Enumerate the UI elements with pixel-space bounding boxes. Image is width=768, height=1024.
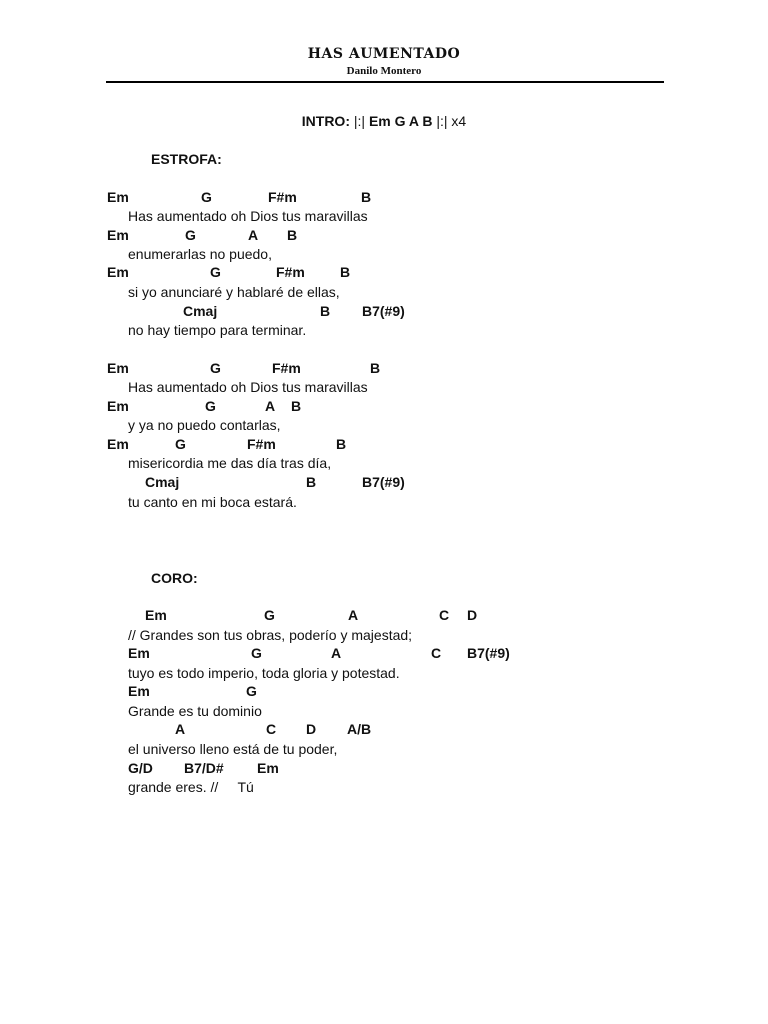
- intro-chords: Em G A B: [368, 113, 433, 129]
- lyric-line: Grande es tu dominio: [128, 703, 262, 719]
- chord: Cmaj: [183, 303, 218, 319]
- chord: F#m: [276, 264, 305, 280]
- lyric-line: no hay tiempo para terminar.: [128, 322, 307, 338]
- chord: F#m: [272, 360, 301, 376]
- chord: B7(#9): [467, 645, 510, 661]
- lyric-line: Has aumentado oh Dios tus maravillas: [128, 379, 368, 395]
- lyric-line: si yo anunciaré y hablaré de ellas,: [128, 284, 340, 300]
- lyric-line: Has aumentado oh Dios tus maravillas: [128, 208, 368, 224]
- chord: C: [266, 721, 277, 737]
- lyric-line: y ya no puedo contarlas,: [128, 417, 281, 433]
- chord: G: [210, 360, 221, 376]
- chord: B7/D#: [184, 760, 224, 776]
- lyric-line: grande eres. // Tú: [128, 779, 254, 795]
- chord: Em: [145, 607, 167, 623]
- chord: Em: [257, 760, 279, 776]
- intro-times: x4: [451, 113, 467, 129]
- chord: B: [340, 264, 351, 280]
- chord: G/D: [128, 760, 153, 776]
- chord: B: [291, 398, 302, 414]
- lyric-line: el universo lleno está de tu poder,: [128, 741, 338, 757]
- chord: B: [361, 189, 372, 205]
- chord: Em: [107, 264, 129, 280]
- lyric-line: // Grandes son tus obras, poderío y majestad;: [128, 627, 413, 643]
- chord: F#m: [268, 189, 297, 205]
- chord: A/B: [347, 721, 372, 737]
- chord: G: [175, 436, 186, 452]
- chord: Em: [107, 360, 129, 376]
- chord: C: [439, 607, 450, 623]
- chord: Em: [107, 436, 129, 452]
- chord: G: [210, 264, 221, 280]
- intro-line: [0, 113, 768, 129]
- chord: D: [306, 721, 317, 737]
- chord: B7(#9): [362, 474, 405, 490]
- chord: Em: [107, 398, 129, 414]
- chord: A: [175, 721, 186, 737]
- chord: G: [251, 645, 262, 661]
- chord: F#m: [247, 436, 276, 452]
- chord: G: [205, 398, 216, 414]
- chord: G: [201, 189, 212, 205]
- chord: Em: [107, 227, 129, 243]
- lyric-line: tuyo es todo imperio, toda gloria y potestad.: [128, 665, 400, 681]
- lyric-line: misericordia me das día tras día,: [128, 455, 332, 471]
- chord: G: [264, 607, 275, 623]
- intro-repeat-close: |:|: [436, 113, 448, 129]
- chord: Em: [128, 645, 150, 661]
- chord: Cmaj: [145, 474, 180, 490]
- chord: G: [185, 227, 196, 243]
- section-label-coro: CORO:: [151, 570, 198, 586]
- intro-repeat-open: |:|: [353, 113, 366, 129]
- chord: A: [348, 607, 359, 623]
- chord: B: [306, 474, 317, 490]
- chord: B: [320, 303, 331, 319]
- chord: G: [246, 683, 257, 699]
- header-divider: [106, 81, 664, 83]
- song-author: Danilo Montero: [346, 65, 422, 77]
- chord: C: [431, 645, 442, 661]
- song-title: HAS AUMENTADO: [307, 46, 461, 62]
- chord: A: [248, 227, 259, 243]
- chord: Em: [107, 189, 129, 205]
- chord: D: [467, 607, 478, 623]
- chord: B7(#9): [362, 303, 405, 319]
- section-label-estrofa: ESTROFA:: [151, 151, 222, 167]
- intro-label: INTRO:: [301, 113, 350, 129]
- lyric-line: enumerarlas no puedo,: [128, 246, 272, 262]
- chord: B: [370, 360, 381, 376]
- chord: Em: [128, 683, 150, 699]
- lyric-line: tu canto en mi boca estará.: [128, 494, 297, 510]
- chord: A: [265, 398, 276, 414]
- chord: B: [287, 227, 298, 243]
- chord: A: [331, 645, 342, 661]
- chord: B: [336, 436, 347, 452]
